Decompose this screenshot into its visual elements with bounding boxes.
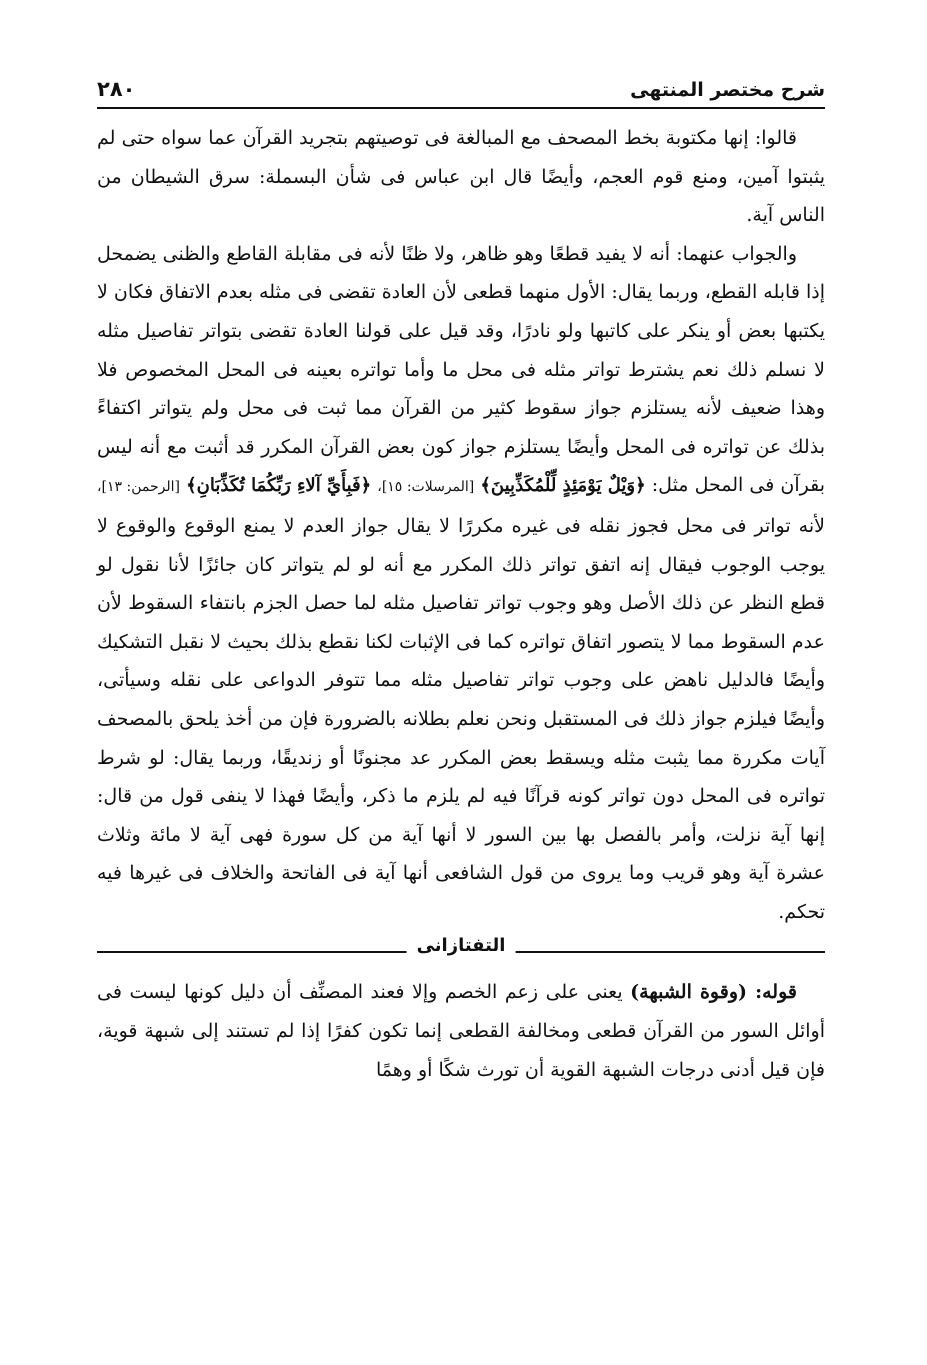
- verse-reference-1: [المرسلات: ١٥]،: [377, 479, 475, 496]
- page: [97, 75, 825, 1090]
- paragraph-2-part-a: والجواب عنهما: أنه لا يفيد قطعًا وهو ظاهر، ولا ظنًا لأنه فى مقابلة القاطع والظنى يضمحل إذا قابله القطع، وربما يقال: الأول منهما قطعى لأن العادة تقضى فى مثله بعدم الاتفاق فكان لا يكتبها بعض أو ينكر على كاتبها ولو نادرًا، وقد قيل على قولنا العادة تقضى بتواتر تفاصيل مثله لا نسلم ذلك نعم يشترط تواتر مثله فى محل ما وأما تواتره بعينه فى المحل المخصوص فلا وهذا ضعيف لأنه يستلزم جواز سقوط كثير من القرآن مما ثبت فى محل ولم يتواتر اكتفاءً بذلك عن تواتره فى المحل وأيضًا يستلزم جواز كون بعض القرآن المكرر قد أثبت مع أنه ليس بقرآن فى المحل مثل:: [97, 242, 826, 497]
- verse-reference-2: [الرحمن: ١٣]،: [97, 479, 181, 496]
- paragraph-2-part-b: لأنه تواتر فى محل فجوز نقله فى غيره مكررًا لا يقال جواز العدم لا يمنع الوقوع والوقوع لا يوجب الوجوب فيقال إنه اتفق تواتر ذلك المكرر مع أنه لو لم يتواتر كان جائزًا لأنا نقول لو قطع النظر عن ذلك الأصل وهو وجوب تواتر تفاصيل مثله لما حصل الجزم بانتفاء السقوط لأن عدم السقوط مما لا يتصور اتفاق تواتره كما فى الإثبات لكنا نقطع بذلك بحيث لا نقبل التشكيك وأيضًا فالدليل ناهض على وجوب تواتر تفاصيل مثله مما تتوفر الدواعى على نقله وسيأتى، وأيضًا فيلزم جواز ذلك فى المستقبل ونحن نعلم بطلانه بالضرورة فإن من أخذ يلحق بالمصحف آيات مكررة مما يثبت مثله ويسقط بعض المكرر عد مجنونًا أو زنديقًا، وربما يقال: لو شرط تواتره فى المحل دون تواتر كونه قرآنًا فيه لم يلزم ما ذكر، وأيضًا فهذا لا ينفى قول من قال: إنها آية نزلت، وأمر بالفصل بها بين السور لا أنها آية من كل سورة فهى آية لا مائة وثلاث عشرة آية وهو قريب وما يروى من قول الشافعى أنها آية فى الفاتحة والخلاف فى غيرها فيه تحكم.: [97, 514, 825, 923]
- section-separator: [97, 935, 825, 965]
- page-number: ٢٨٠: [97, 77, 136, 101]
- commentary-text: يعنى على زعم الخصم وإلا فعند المصنِّف أن دليل كونها ليست فى أوائل السور من القرآن قطعى ومخالفة القطعى إنما تكون كفرًا إذا لم تستند إلى شبهة قوية، فإن قيل أدنى درجات الشبهة القوية أن تورث شكًا أو وهمًا: [97, 981, 825, 1082]
- commentary: [97, 973, 825, 1090]
- paragraph-2: [97, 235, 825, 932]
- main-text: [97, 119, 825, 931]
- commentary-paragraph: [97, 973, 825, 1090]
- commentary-lead: قوله: (وقوة الشبهة): [630, 981, 797, 1004]
- quran-verse-1: ﴿وَيْلٌ يَوْمَئِذٍ لِّلْمُكَذِّبِينَ﴾: [480, 475, 646, 497]
- book-title: شرح مختصر المنتهى: [630, 79, 825, 101]
- page-header: [97, 75, 825, 109]
- separator-label: التفتازانى: [407, 935, 516, 956]
- quran-verse-2: ﴿فَبِأَيِّ آلاءِ رَبِّكُمَا تُكَذِّبَانِ﴾: [186, 475, 372, 497]
- paragraph-1: قالوا: إنها مكتوبة بخط المصحف مع المبالغة فى توصيتهم بتجريد القرآن عما سواه حتى لم يثبتوا آمين، ومنع قوم العجم، وأيضًا قال ابن عباس فى شأن البسملة: سرق الشيطان من الناس آية.: [97, 127, 825, 227]
